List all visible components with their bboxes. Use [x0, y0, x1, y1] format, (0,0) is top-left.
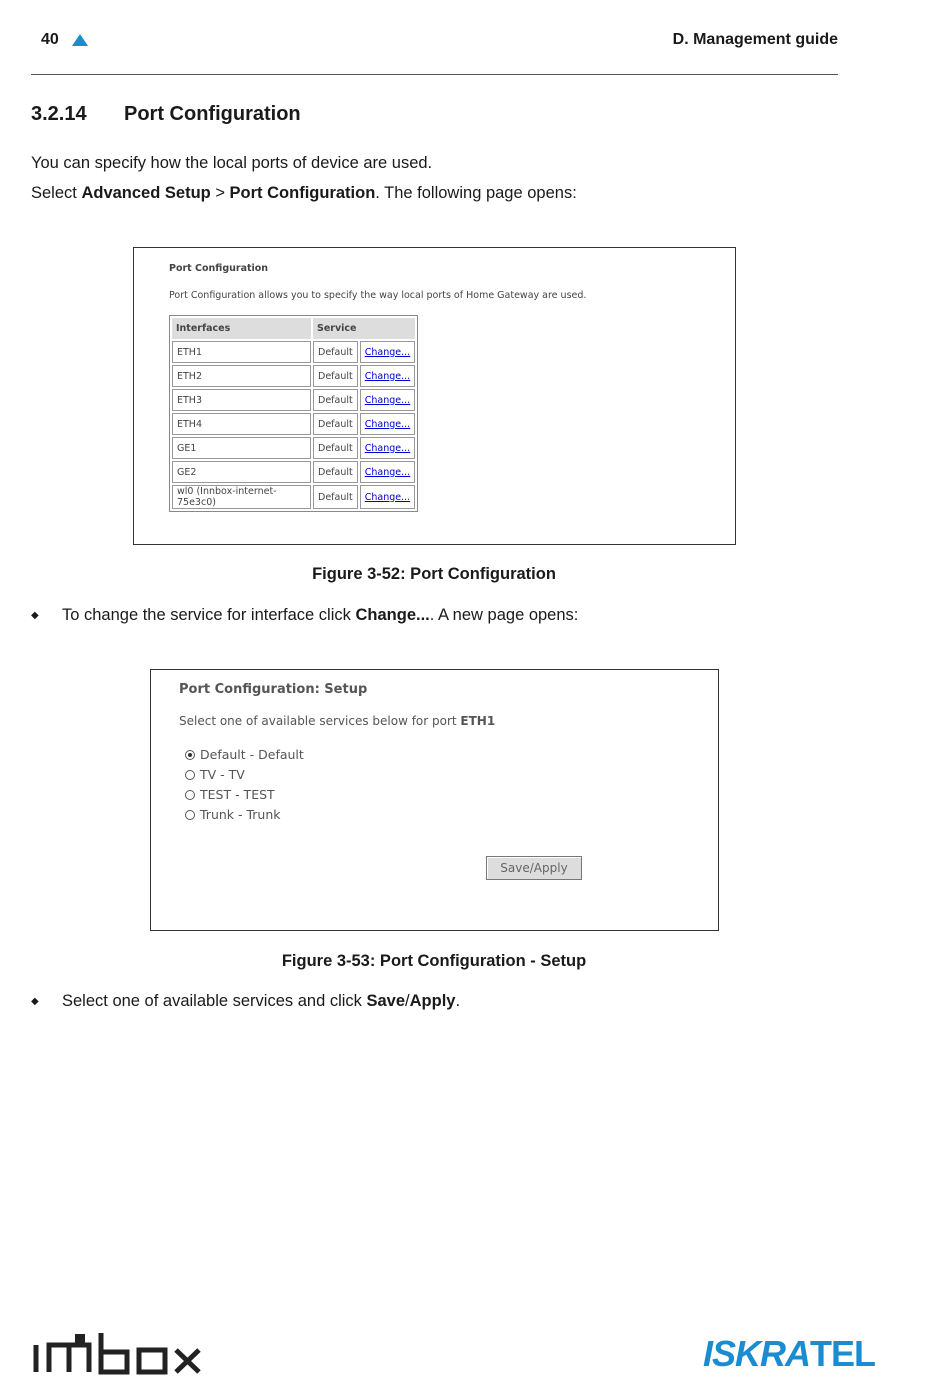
figure2-caption: Figure 3-53: Port Configuration - Setup — [281, 952, 587, 970]
bullet-diamond-icon: ◆ — [31, 610, 39, 621]
table-row — [172, 437, 415, 459]
heading-text: Port Configuration — [124, 103, 301, 125]
bullet2-save: Save — [366, 992, 406, 1010]
intro-separator: > — [210, 184, 230, 202]
intro-line-2 — [31, 184, 577, 203]
bullet1-change: Change... — [355, 606, 430, 624]
intro-line-1: You can specify how the local ports of device are used. — [31, 154, 433, 172]
service-option-label: Trunk - Trunk — [200, 807, 281, 822]
bullet1-prefix: To change the service for interface click — [62, 606, 356, 624]
change-link[interactable]: Change... — [364, 346, 411, 358]
menu-port-configuration: Port Configuration — [229, 184, 376, 202]
interface-cell: ETH4 — [172, 413, 311, 435]
service-cell: Default — [313, 437, 358, 459]
interface-cell: wl0 (Innbox-internet-75e3c0) — [172, 485, 311, 509]
heading-number: 3.2.14 — [31, 103, 87, 125]
section-heading — [31, 103, 301, 126]
change-cell — [360, 437, 415, 459]
col-service: Service — [313, 318, 415, 339]
menu-advanced-setup: Advanced Setup — [81, 184, 211, 202]
table-row — [172, 389, 415, 411]
service-option-label: TV - TV — [200, 767, 245, 782]
radio-button[interactable] — [185, 790, 195, 800]
interface-cell: ETH3 — [172, 389, 311, 411]
table-row — [172, 461, 415, 483]
interface-cell: ETH2 — [172, 365, 311, 387]
service-cell: Default — [313, 461, 358, 483]
iskratel-logo-text: ISKRATEL — [703, 1333, 876, 1374]
service-cell: Default — [313, 389, 358, 411]
service-options — [185, 745, 304, 825]
change-link[interactable]: Change... — [364, 442, 411, 454]
up-triangle-icon[interactable] — [71, 33, 89, 52]
interfaces-table-wrap — [169, 315, 418, 512]
change-cell — [360, 365, 415, 387]
table-row — [172, 485, 415, 509]
change-link[interactable]: Change... — [364, 491, 411, 503]
service-cell: Default — [313, 485, 358, 509]
radio-button[interactable] — [185, 810, 195, 820]
table-row — [172, 365, 415, 387]
bullet2-text — [62, 992, 460, 1011]
intro-text: Select — [31, 184, 82, 202]
service-option[interactable] — [185, 805, 304, 825]
change-cell — [360, 389, 415, 411]
save-apply-button[interactable]: Save/Apply — [486, 856, 582, 880]
bullet2-suffix: . — [455, 992, 461, 1010]
bullet-diamond-icon: ◆ — [31, 996, 39, 1007]
interfaces-table — [169, 315, 418, 512]
figure-port-configuration-setup — [150, 669, 719, 931]
bullet2-sep: / — [405, 992, 410, 1010]
change-cell — [360, 461, 415, 483]
interface-cell: ETH1 — [172, 341, 311, 363]
change-cell — [360, 485, 415, 509]
fig2-port: ETH1 — [460, 714, 496, 728]
header-divider — [31, 74, 838, 75]
intro-text-suffix: . The following page opens: — [375, 184, 577, 202]
page-number: 40 — [41, 31, 59, 48]
service-cell: Default — [313, 413, 358, 435]
service-option-label: TEST - TEST — [200, 787, 275, 802]
interface-cell: GE1 — [172, 437, 311, 459]
fig1-title: Port Configuration — [169, 263, 269, 274]
table-row — [172, 413, 415, 435]
figure-port-configuration — [133, 247, 736, 545]
interface-cell: GE2 — [172, 461, 311, 483]
service-option[interactable] — [185, 785, 304, 805]
service-cell: Default — [313, 365, 358, 387]
figure1-caption: Figure 3-52: Port Configuration — [312, 565, 556, 583]
change-cell — [360, 413, 415, 435]
bullet1-suffix: . A new page opens: — [429, 606, 579, 624]
service-cell: Default — [313, 341, 358, 363]
fig1-description: Port Configuration allows you to specify the way local ports of Home Gateway are used. — [169, 290, 587, 301]
service-option-label: Default - Default — [200, 747, 304, 762]
fig2-prompt — [179, 714, 495, 728]
radio-button[interactable] — [185, 770, 195, 780]
service-option[interactable] — [185, 745, 304, 765]
fig2-prompt-text: Select one of available services below for port — [179, 714, 461, 728]
inbox-logo — [31, 1330, 226, 1381]
service-option[interactable] — [185, 765, 304, 785]
bullet2-prefix: Select one of available services and click — [62, 992, 367, 1010]
iskratel-logo — [703, 1333, 875, 1375]
change-link[interactable]: Change... — [364, 466, 411, 478]
radio-button[interactable] — [185, 750, 195, 760]
change-link[interactable]: Change... — [364, 370, 411, 382]
change-link[interactable]: Change... — [364, 418, 411, 430]
col-interfaces: Interfaces — [172, 318, 311, 339]
bullet1-text — [62, 606, 578, 625]
section-title: D. Management guide — [672, 31, 838, 48]
fig2-title: Port Configuration: Setup — [179, 682, 368, 697]
change-link[interactable]: Change... — [364, 394, 411, 406]
bullet2-apply: Apply — [409, 992, 456, 1010]
table-row — [172, 341, 415, 363]
change-cell — [360, 341, 415, 363]
